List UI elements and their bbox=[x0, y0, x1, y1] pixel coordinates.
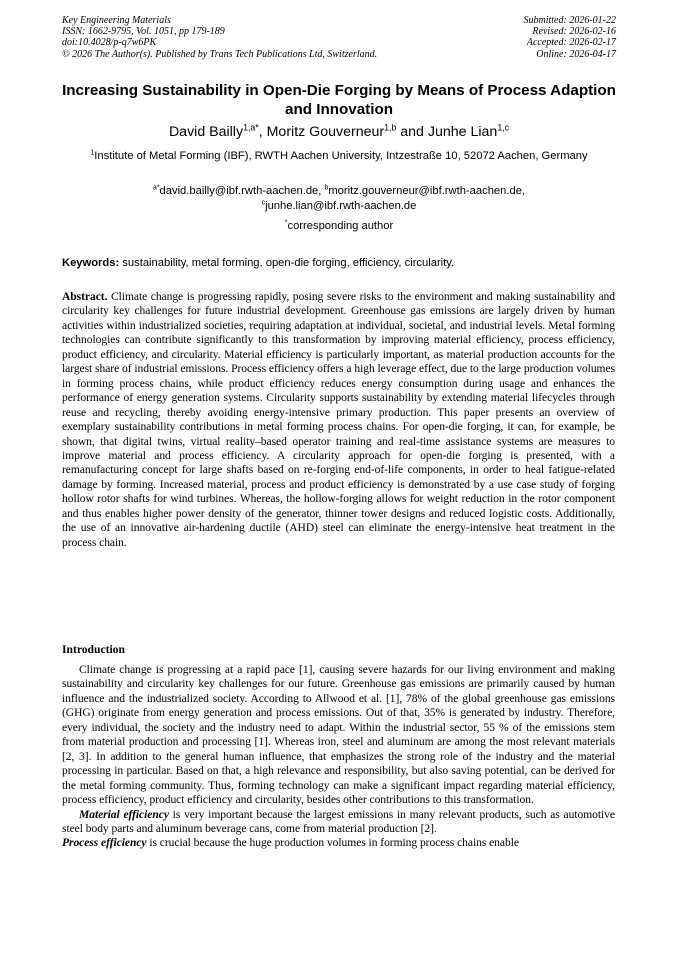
author-emails bbox=[62, 184, 616, 213]
journal-issn: ISSN: 1662-9795, Vol. 1051, pp 179-189 bbox=[62, 26, 225, 38]
paper-title: Increasing Sustainability in Open-Die Forging by Means of Process Adaption and Innovation bbox=[62, 82, 616, 118]
author-superscript: 1,c bbox=[497, 122, 510, 133]
author-list bbox=[62, 123, 616, 141]
author-name: David Bailly bbox=[168, 124, 244, 140]
email-link[interactable]: david.bailly@ibf.rwth-aachen.de, bbox=[159, 185, 325, 197]
date-accepted: Accepted: 2026-02-17 bbox=[526, 37, 616, 49]
author-superscript: 1,a* bbox=[243, 122, 259, 133]
author-separator: and bbox=[396, 124, 428, 140]
date-revised: Revised: 2026-02-16 bbox=[532, 26, 616, 38]
journal-info bbox=[62, 15, 377, 60]
paragraph-lead: Material efficiency bbox=[79, 808, 169, 821]
paragraph bbox=[62, 836, 615, 850]
paragraph-text: is very important because the largest emissions in many relevant products, such as automotive steel body parts and aluminum beverage cans, come from material production [2]. bbox=[62, 808, 615, 835]
paragraph-lead: Process efficiency bbox=[62, 837, 147, 850]
paragraph-text: is crucial because the huge production volumes in forming process chains enable bbox=[146, 837, 519, 850]
affiliation bbox=[80, 149, 598, 164]
date-submitted: Submitted: 2026-01-22 bbox=[523, 15, 616, 26]
introduction-body bbox=[62, 663, 615, 851]
email-link[interactable]: moritz.gouverneur@ibf.rwth-aachen.de, bbox=[328, 185, 526, 197]
journal-header bbox=[62, 15, 616, 65]
paragraph: Climate change is progressing at a rapid pace [1], causing severe hazards for our living environment and making sustainability and circularity key challenges for our future. Greenhouse gas emissions are primarily caused by human influence and the industrialized society. According to Allwood et al. [1], 78% of the global greenhouse gas emissions (GHG) originate from energy generation and process emissions. Out of that, 35% is generated by industry. Therefore, every individual, the society and the industry need to adapt. Within the industrial sector, 55 % of the emissions stem from material production and processing [1]. Whereas iron, steel and aluminum are among the most relevant materials [2, 3]. In addition to the general human influence, that emphasizes the strong role of the industry and the material processing in particular. Based on that, a high relevance and responsibility, but also saving potential, can be derived for the metal forming community. Thus, forming technology can make a significant impact regarding material efficiency, process efficiency, product efficiency and circularity, besides other contributions to this transformation. bbox=[62, 664, 615, 807]
abstract-text: Climate change is progressing rapidly, posing severe risks to the environment and making sustainability and circularity key challenges for future industrial development. Greenhouse gas emissions are largely driven by human activities within industrialized societies, requiring adaptation at individual, societal, and industrial levels. Metal forming technologies can contribute significantly to this transformation by improving material efficiency, process efficiency, product efficiency, and circularity. Material efficiency is particularly important, as material production accounts for the largest share of industrial emissions. Process efficiency offers a high leverage effect, due to the large production volumes in forming process chains, while product efficiency reduces energy consumption during usage and enhances the performance of energy generation systems. Circularity supports sustainability by extending material lifecycles through reuse and recycling, thereby avoiding energy-intensive primary production. This paper presents an overview of exemplary sustainability contributions in metal forming process chains. For open-die forging, it can, for example, be shown, that digital twins, virtual reality–based operator training and real-time assistance systems are measures to improve material and process efficiency. A circularity approach for open-die forging is presented, with a remanufacturing concept for large shafts based on re-forging end-of-life components, in order to heal fatigue-related damage by forming. Increased material, process and product efficiency is demonstrated by a use case study of forging hollow rotor shafts for wind turbines. Whereas, the hollow-forging allows for weight reduction in the rotor component and thus enables higher power density of the generator, thinner tower designs and reduced logistic costs. Additionally, the use of an innovative air-hardening ductile (AHD) steel can eliminate the energy-intensive heat treatment in the process chain. bbox=[62, 291, 615, 549]
email-superscript: b bbox=[324, 184, 329, 192]
author-separator: , bbox=[258, 124, 267, 140]
journal-name: Key Engineering Materials bbox=[62, 15, 171, 26]
corresponding-author-note bbox=[62, 219, 616, 234]
keywords bbox=[62, 256, 616, 271]
keywords-text: sustainability, metal forming, open-die forging, efficiency, circularity. bbox=[119, 257, 455, 269]
paragraph bbox=[62, 808, 615, 837]
journal-copyright: © 2026 The Author(s). Published by Trans Tech Publications Ltd, Switzerland. bbox=[62, 48, 378, 60]
section-heading-introduction: Introduction bbox=[62, 643, 125, 656]
keywords-label: Keywords: bbox=[62, 257, 120, 269]
author-name: Junhe Lian bbox=[427, 124, 498, 140]
author-name: Moritz Gouverneur bbox=[266, 124, 385, 140]
email-link[interactable]: junhe.lian@ibf.rwth-aachen.de bbox=[265, 199, 417, 212]
journal-doi: doi:10.4028/p-q7w6PK bbox=[62, 37, 157, 49]
affiliation-superscript: 1 bbox=[90, 149, 95, 157]
email-superscript: a* bbox=[152, 184, 160, 192]
corresponding-text: corresponding author bbox=[287, 220, 394, 232]
abstract-label: Abstract. bbox=[62, 291, 108, 303]
corresponding-superscript: * bbox=[284, 219, 288, 227]
submission-dates bbox=[524, 15, 617, 60]
author-superscript: 1,b bbox=[384, 122, 397, 133]
date-online: Online: 2026-04-17 bbox=[536, 48, 616, 60]
email-superscript: c bbox=[261, 198, 266, 206]
abstract bbox=[62, 290, 615, 550]
affiliation-text: Institute of Metal Forming (IBF), RWTH Aachen University, Intzestraße 10, 52072 Aachen, Germany bbox=[94, 150, 588, 162]
